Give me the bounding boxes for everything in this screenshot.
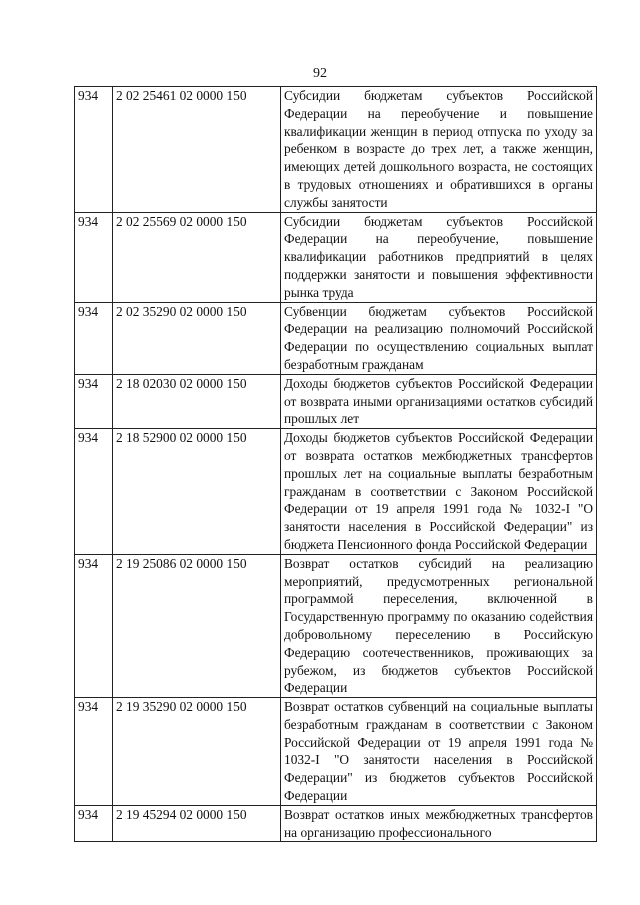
revenue-code-cell: 2 18 02030 02 0000 150 — [113, 374, 281, 428]
admin-code-cell: 934 — [75, 87, 113, 213]
admin-code-cell: 934 — [75, 302, 113, 374]
table-row — [75, 805, 597, 842]
revenue-name-cell: Субсидии бюджетам субъектов Российской Федерации на переобучение, повышение квалификации работников предприятий в целях поддержки занятости и повышения эффективности рынка труда — [281, 212, 597, 302]
revenue-name-cell: Возврат остатков субвенций на социальные выплаты безработным гражданам в соответствии с Законом Российской Федерации от 19 апреля 1991 года № 1032-I "О занятости населения в Российской Федерации" из бюджетов субъектов Российской Федерации — [281, 698, 597, 806]
revenue-name-cell: Возврат остатков субсидий на реализацию мероприятий, предусмотренных региональной программой переселения, включенной в Государственную программу по оказанию содействия добровольному переселению в Российскую Федерацию соотечественников, проживающих за рубежом, из бюджетов субъектов Российской Федерации — [281, 554, 597, 697]
revenue-code-cell: 2 19 45294 02 0000 150 — [113, 805, 281, 842]
revenue-code-cell: 2 02 25569 02 0000 150 — [113, 212, 281, 302]
table-row — [75, 429, 597, 555]
revenue-code-cell: 2 02 25461 02 0000 150 — [113, 87, 281, 213]
table-row — [75, 698, 597, 806]
table-row — [75, 212, 597, 302]
revenue-name-cell: Субсидии бюджетам субъектов Российской Федерации на переобучение и повышение квалификации женщин в период отпуска по уходу за ребенком в возрасте до трех лет, а также женщин, имеющих детей дошкольного возраста, не состоящих в трудовых отношениях и обратившихся в органы службы занятости — [281, 87, 597, 213]
budget-classification-table — [74, 86, 597, 842]
table-row — [75, 554, 597, 697]
admin-code-cell: 934 — [75, 805, 113, 842]
table-row — [75, 374, 597, 428]
table-row — [75, 302, 597, 374]
revenue-name-cell: Доходы бюджетов субъектов Российской Федерации от возврата остатков межбюджетных трансфертов прошлых лет на социальные выплаты безработным гражданам в соответствии с Законом Российской Федерации от 19 апреля 1991 года № 1032-I "О занятости населения в Российской Федерации" из бюджета Пенсионного фонда Российской Федерации — [281, 429, 597, 555]
revenue-code-cell: 2 19 35290 02 0000 150 — [113, 698, 281, 806]
admin-code-cell: 934 — [75, 698, 113, 806]
revenue-name-cell: Субвенции бюджетам субъектов Российской Федерации на реализацию полномочий Российской Федерации по осуществлению социальных выплат безработным гражданам — [281, 302, 597, 374]
admin-code-cell: 934 — [75, 374, 113, 428]
page-number: 92 — [313, 66, 327, 81]
table-row — [75, 87, 597, 213]
admin-code-cell: 934 — [75, 429, 113, 555]
admin-code-cell: 934 — [75, 554, 113, 697]
revenue-name-cell: Доходы бюджетов субъектов Российской Федерации от возврата иными организациями остатков субсидий прошлых лет — [281, 374, 597, 428]
admin-code-cell: 934 — [75, 212, 113, 302]
revenue-code-cell: 2 18 52900 02 0000 150 — [113, 429, 281, 555]
revenue-name-cell: Возврат остатков иных межбюджетных трансфертов на организацию профессионального — [281, 805, 597, 842]
revenue-code-cell: 2 19 25086 02 0000 150 — [113, 554, 281, 697]
revenue-code-cell: 2 02 35290 02 0000 150 — [113, 302, 281, 374]
